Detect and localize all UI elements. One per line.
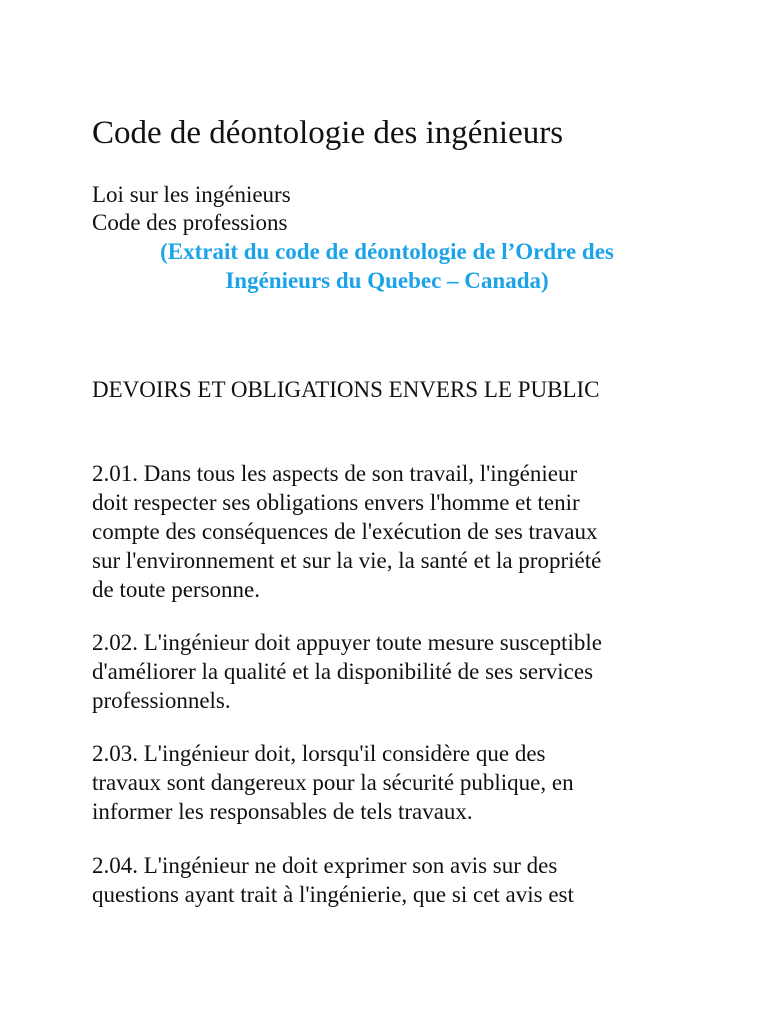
- subtitle-law: Loi sur les ingénieurs: [92, 182, 291, 207]
- document-title: Code de déontologie des ingénieurs: [92, 115, 564, 151]
- extract-note-line-1: (Extrait du code de déontologie de l’Ordre des: [160, 239, 614, 264]
- paragraph-line: 2.01. Dans tous les aspects de son travail, l'ingénieur: [92, 461, 578, 486]
- paragraph-2-02: [92, 628, 692, 715]
- paragraph-line: sur l'environnement et sur la vie, la santé et la propriété: [92, 548, 602, 573]
- paragraph-line: questions ayant trait à l'ingénierie, que si cet avis est: [92, 882, 574, 907]
- paragraph-line: de toute personne.: [92, 577, 260, 602]
- paragraph-2-03: [92, 739, 692, 826]
- subtitle-code: Code des professions: [92, 210, 288, 235]
- paragraph-line: doit respecter ses obligations envers l'homme et tenir: [92, 490, 580, 515]
- paragraph-2-04: [92, 851, 692, 909]
- paragraph-line: informer les responsables de tels travaux.: [92, 799, 473, 824]
- paragraph-line: professionnels.: [92, 688, 231, 713]
- paragraph-line: travaux sont dangereux pour la sécurité publique, en: [92, 770, 574, 795]
- paragraph-line: 2.04. L'ingénieur ne doit exprimer son avis sur des: [92, 853, 558, 878]
- extract-note-line-2: Ingénieurs du Quebec – Canada): [225, 268, 549, 293]
- paragraph-2-01: [92, 459, 692, 604]
- paragraph-line: 2.03. L'ingénieur doit, lorsqu'il considère que des: [92, 741, 546, 766]
- section-heading: DEVOIRS ET OBLIGATIONS ENVERS LE PUBLIC: [92, 377, 600, 402]
- paragraph-line: compte des conséquences de l'exécution de ses travaux: [92, 519, 598, 544]
- paragraph-line: 2.02. L'ingénieur doit appuyer toute mesure susceptible: [92, 630, 603, 655]
- paragraph-line: d'améliorer la qualité et la disponibilité de ses services: [92, 659, 594, 684]
